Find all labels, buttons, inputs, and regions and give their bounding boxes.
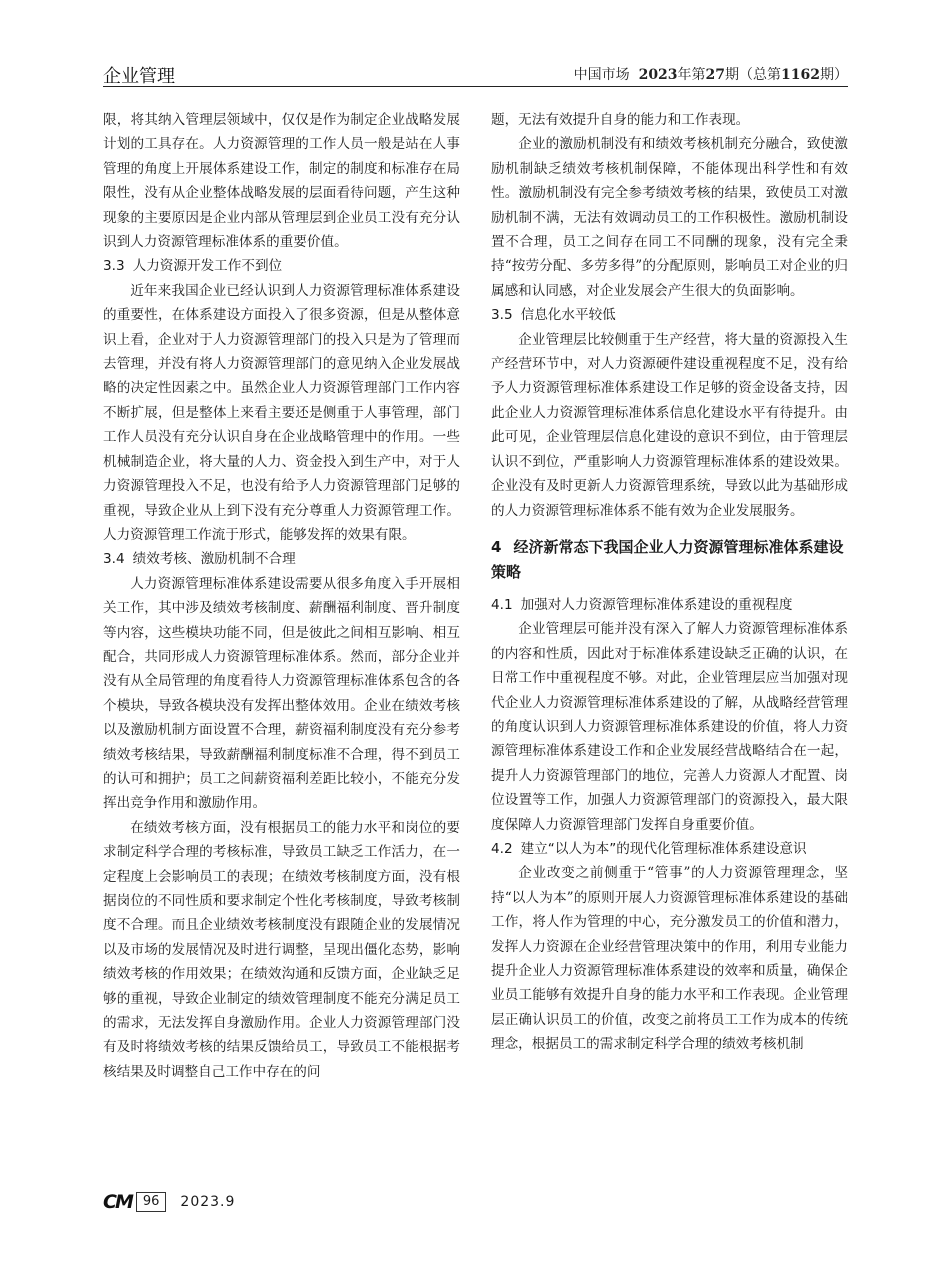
left-column <box>103 108 460 1084</box>
journal-text: 年第 <box>677 67 706 83</box>
section-heading-4 <box>491 535 848 585</box>
heading-title: 人力资源开发工作不到位 <box>132 258 283 275</box>
paragraph: 题，无法有效提升自身的能力和工作表现。 <box>491 112 750 128</box>
right-column <box>491 108 848 1057</box>
paragraph: 企业改变之前侧重于“管事”的人力资源管理理念，坚持“以人为本”的原则开展人力资源管理标准体系建设的基础工作，将人作为管理的中心，充分激发员工的价值和潜力，发挥人力资源在企业经营管理决策中的作用，利用专业能力提升企业人力资源管理标准体系建设的效率和质量，确保企业员工能够有效提升自身的能力水平和工作表现。企业管理层正确认识员工的价值，改变之前将员工工作为成本的传统理念，根据员工的需求制定科学合理的绩效考核机制 <box>491 865 848 1053</box>
paragraph: 人力资源管理标准体系建设需要从很多角度入手开展相关工作，其中涉及绩效考核制度、薪酬福利制度、晋升制度等内容，这些模块功能不同，但是彼此之间相互影响、相互配合，共同形成人力资源管理标准体系。然而，部分企业并没有从全局管理的角度看待人力资源管理标准体系包含的各个模块，导致各模块没有发挥出整体效用。企业在绩效考核以及激励机制方面设置不合理，薪资福利制度没有充分参考绩效考核结果，导致薪酬福利制度标准不合理，得不到员工的认可和拥护；员工之间薪资福利差距比较小，不能充分发挥出竞争作用和激励作用。 <box>103 575 460 812</box>
section-heading-3-3 <box>103 254 460 278</box>
section-heading-3-5 <box>491 303 848 327</box>
page-header <box>103 56 848 88</box>
section-heading-4-2 <box>491 837 848 861</box>
journal-info <box>574 64 848 84</box>
heading-title: 建立“以人为本”的现代化管理标准体系建设意识 <box>520 840 807 857</box>
paragraph: 在绩效考核方面，没有根据员工的能力水平和岗位的要求制定科学合理的考核标准，导致员工缺乏工作活力，在一定程度上会影响员工的表现；在绩效考核制度方面，没有根据岗位的不同性质和要求制定个性化考核制度，导致考核制度不合理。而且企业绩效考核制度没有跟随企业的发展情况以及市场的发展情况及时进行调整，呈现出僵化态势，影响绩效考核的作用效果；在绩效沟通和反馈方面，企业缺乏足够的重视，导致企业制定的绩效管理制度不能充分满足员工的需求，无法发挥自身激励作用。企业人力资源管理部门没有及时将绩效考核的结果反馈给员工，导致员工不能根据考核结果及时调整自己工作中存在的问 <box>103 819 460 1080</box>
page-number: 96 <box>136 1192 167 1212</box>
journal-issue: 27 <box>705 67 726 83</box>
section-heading-4-1 <box>491 593 848 617</box>
issue-date: 2023.9 <box>180 1194 236 1210</box>
journal-total: 1162 <box>781 67 820 83</box>
journal-text: 期（总第 <box>725 67 782 83</box>
heading-number: 3.3 <box>103 258 125 275</box>
heading-number: 4 <box>491 537 502 556</box>
paragraph: 企业管理层可能并没有深入了解人力资源管理标准体系的内容和性质，因此对于标准体系建设缺乏正确的认识，在日常工作中重视程度不够。对此，企业管理层应当加强对现代企业人力资源管理标准体系建设的了解，从战略经营管理的角度认识到人力资源管理标准体系建设的价值，将人力资源管理标准体系建设工作和企业发展经营战略结合在一起，提升人力资源管理部门的地位，完善人力资源人才配置、岗位设置等工作，加强人力资源管理部门的资源投入，最大限度保障人力资源管理部门发挥自身重要价值。 <box>491 621 848 833</box>
journal-name: 中国市场 <box>573 67 630 83</box>
heading-number: 4.2 <box>491 840 513 857</box>
paragraph: 限，将其纳入管理层领域中，仅仅是作为制定企业战略发展计划的工具存在。人力资源管理的工作人员一般是站在人事管理的角度上开展体系建设工作，制定的制度和标准存在局限性，没有从企业整体战略发展的层面看待问题，产生这种现象的主要原因是企业内部从管理层到企业员工没有充分认识到人力资源管理标准体系的重要价值。 <box>103 112 460 251</box>
paragraph: 企业的激励机制没有和绩效考核机制充分融合，致使激励机制缺乏绩效考核机制保障，不能体现出科学性和有效性。激励机制没有完全参考绩效考核的结果，致使员工对激励机制不满，无法有效调动员工的工作积极性。激励机制设置不合理，员工之间存在同工不同酬的现象，没有完全秉持“按劳分配、多劳多得”的分配原则，影响员工对企业的归属感和认同感，对企业发展会产生很大的负面影响。 <box>491 136 848 299</box>
heading-number: 3.5 <box>491 307 513 324</box>
heading-title: 经济新常态下我国企业人力资源管理标准体系建设策略 <box>491 537 844 581</box>
page-footer <box>103 1190 235 1214</box>
journal-year: 2023 <box>638 67 678 83</box>
section-label: 企业管理 <box>103 66 175 87</box>
paragraph: 企业管理层比较侧重于生产经营，将大量的资源投入生产经营环节中，对人力资源硬件建设重视程度不足，没有给予人力资源管理标准体系建设工作足够的资金设备支持，因此企业人力资源管理标准体系信息化建设水平有待提升。由此可见，企业管理层信息化建设的意识不到位，由于管理层认识不到位，严重影响人力资源管理标准体系的建设效果。企业没有及时更新人力资源管理系统，导致以此为基础形成的人力资源管理标准体系不能有效为企业发展服务。 <box>491 331 848 519</box>
heading-title: 信息化水平较低 <box>520 307 616 324</box>
heading-number: 3.4 <box>103 551 125 568</box>
journal-text: 期） <box>820 67 848 83</box>
heading-title: 加强对人力资源管理标准体系建设的重视程度 <box>520 596 793 613</box>
journal-logo: CM <box>103 1191 132 1213</box>
heading-title: 绩效考核、激励机制不合理 <box>132 551 296 568</box>
heading-number: 4.1 <box>491 596 513 613</box>
header-rule <box>103 86 848 87</box>
paragraph: 近年来我国企业已经认识到人力资源管理标准体系建设的重要性，在体系建设方面投入了很多资源，但是从整体意识上看，企业对于人力资源管理部门的投入只是为了管理而去管理，并没有将人力资源管理部门的意见纳入企业发展战略的决定性因素之中。虽然企业人力资源管理部门工作内容不断扩展，但是整体上来看主要还是侧重于人事管理，部门工作人员没有充分认识自身在企业战略管理中的作用。一些机械制造企业，将大量的人力、资金投入到生产中，对于人力资源管理投入不足，也没有给予人力资源管理部门足够的重视，导致企业从上到下没有充分尊重人力资源管理工作。人力资源管理工作流于形式，能够发挥的效果有限。 <box>103 282 460 543</box>
section-heading-3-4 <box>103 547 460 571</box>
